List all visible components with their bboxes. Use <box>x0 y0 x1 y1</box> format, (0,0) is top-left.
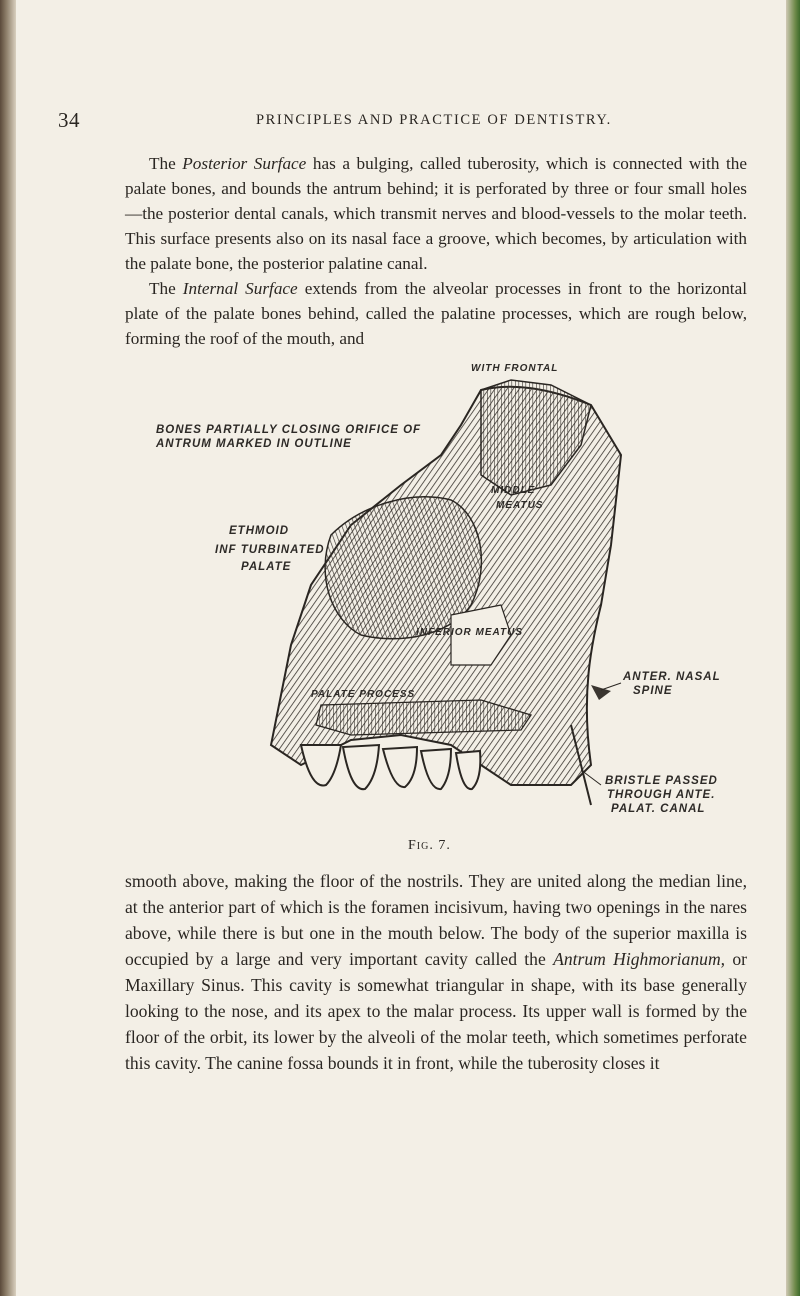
molar-teeth <box>301 745 480 789</box>
label-palate: PALATE <box>241 561 292 573</box>
page-number: 34 <box>58 108 80 132</box>
palate-process-plate <box>316 700 531 735</box>
label-meatus: MEATUS <box>496 500 544 511</box>
label-bones-partially-1: BONES PARTIALLY CLOSING ORIFICE OF <box>156 424 422 436</box>
paragraph-internal-surface: The Internal Surface extends from the alveolar processes in front to the horizontal plate of the palate bones behind, called the palatine processes, which are rough below, forming the roof of the mouth, and <box>125 279 747 348</box>
page-right-edge <box>786 0 800 1296</box>
running-head <box>16 108 786 136</box>
term-internal-surface: Internal Surface <box>182 279 298 298</box>
term-antrum-highmorianum: Antrum Highmorianum, <box>553 949 726 969</box>
figure-maxilla-illustration <box>151 363 751 815</box>
label-spine: SPINE <box>633 685 673 697</box>
paragraph-posterior-surface: The Posterior Surface has a bulging, called tuberosity, which is connected with the palate bones, and bounds the antrum behind; it is perforated by three or four small holes—the posterior dental canals, which transmit nerves and blood-vessels to the molar teeth. This surface presents also on its nasal face a groove, which becomes, by articulation with the palate bone, the posterior palatine canal. <box>125 154 747 273</box>
label-bristle-2: THROUGH ANTE. <box>607 789 716 801</box>
label-middle: MIDDLE <box>491 485 536 496</box>
body-text-bottom <box>125 868 747 1076</box>
label-with-frontal: WITH FRONTAL <box>471 363 559 374</box>
label-palate-process: PALATE PROCESS <box>311 689 416 700</box>
book-page <box>16 0 786 1296</box>
label-inferior-meatus: INFERIOR MEATUS <box>416 627 524 638</box>
leader-nasal-spine <box>601 683 621 690</box>
page-left-edge <box>0 0 16 1296</box>
label-bristle-3: PALAT. CANAL <box>611 803 706 815</box>
label-inf-turbinated: INF TURBINATED <box>215 544 325 556</box>
label-bristle-1: BRISTLE PASSED <box>605 775 718 787</box>
label-ethmoid: ETHMOID <box>229 525 290 537</box>
term-posterior-surface: Posterior Surface <box>182 154 307 173</box>
body-text-top <box>125 151 747 351</box>
label-anter-nasal: ANTER. NASAL <box>623 671 721 683</box>
running-title: PRINCIPLES AND PRACTICE OF DENTISTRY. <box>256 112 612 128</box>
figure-caption: Fig. 7. <box>408 838 451 853</box>
label-bones-partially-2: ANTRUM MARKED IN OUTLINE <box>156 438 352 450</box>
paragraph-antrum: smooth above, making the floor of the nostrils. They are united along the median line, at the anterior part of which is the foramen incisivum, having two openings in the nares above, while there is but one in the mouth below. The body of the superior maxilla is occupied by a large and very important cavity called the Antrum Highmorianum, or Maxillary Sinus. This cavity is somewhat triangular in shape, with its base generally looking to the nose, and its apex to the malar process. Its upper wall is formed by the floor of the orbit, its lower by the alveoli of the molar teeth, which sometimes perforate this cavity. The canine fossa bounds it in front, while the tuberosity closes it <box>125 871 747 1073</box>
